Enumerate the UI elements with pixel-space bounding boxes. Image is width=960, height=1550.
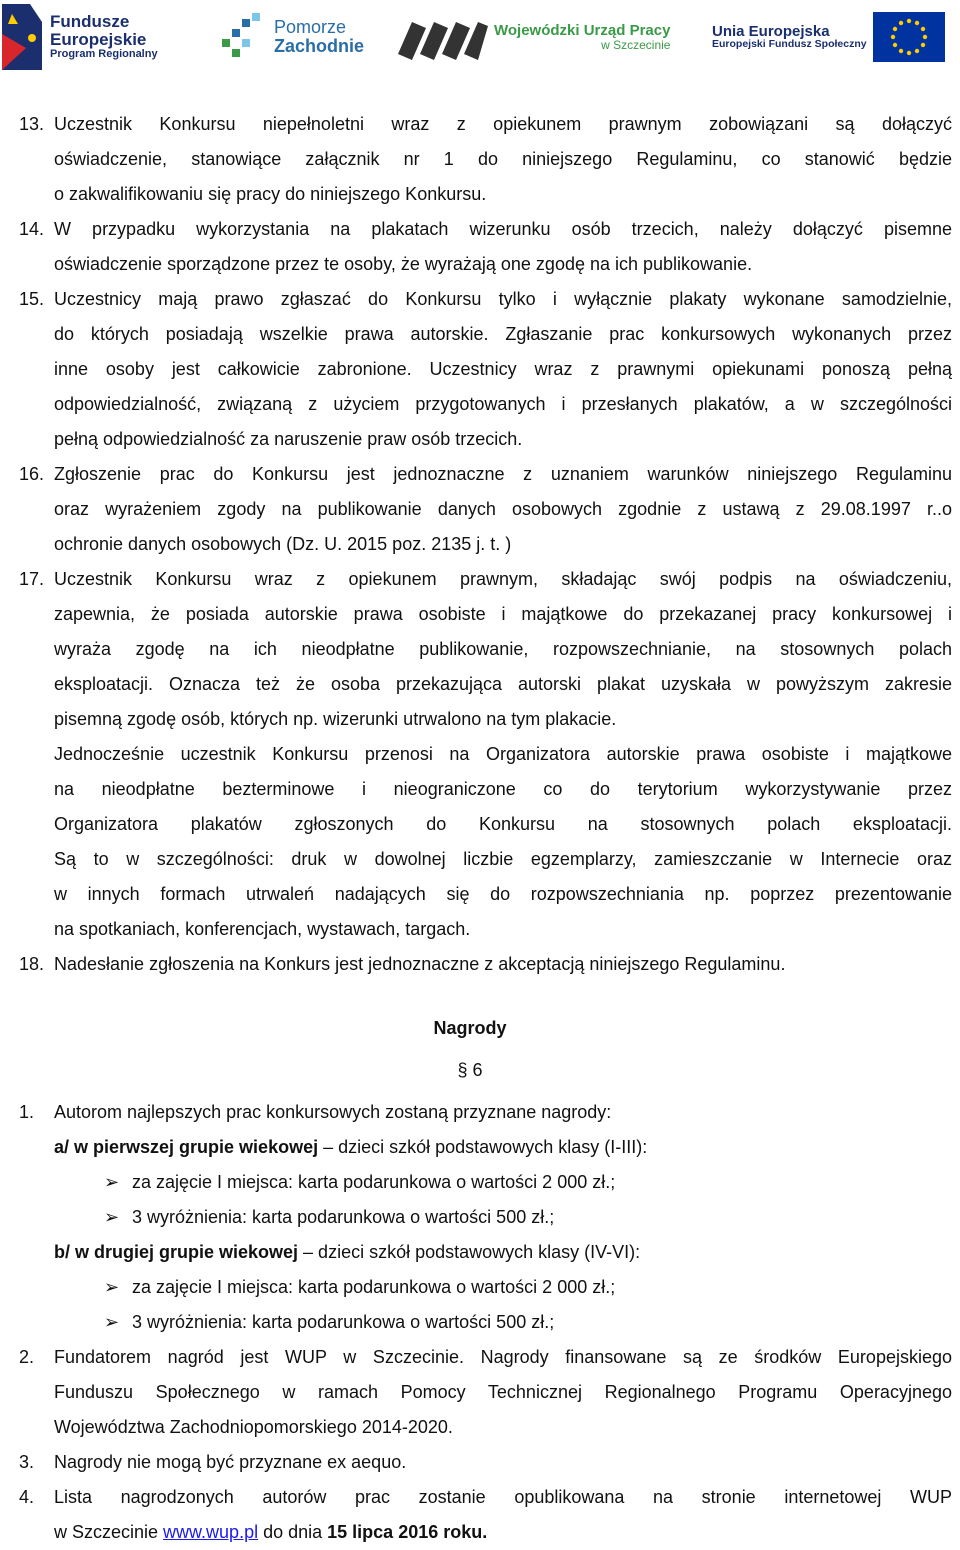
prize-item-3 bbox=[0, 1445, 960, 1480]
group-b-label: b/ w drugiej grupie wiekowej bbox=[54, 1242, 299, 1262]
paragraph-13-line1 bbox=[0, 107, 960, 142]
paragraph-17-line11 bbox=[0, 912, 960, 947]
paragraph-text: Nagrody nie mogą być przyznane ex aequo. bbox=[54, 1452, 407, 1472]
item-number: 13. bbox=[19, 114, 45, 134]
paragraph-13-line2 bbox=[0, 142, 960, 177]
paragraph-17-line6 bbox=[0, 737, 960, 772]
item-number: 15. bbox=[19, 289, 45, 309]
paragraph-text: ochronie danych osobowych (Dz. U. 2015 poz. 2135 j. t. ) bbox=[54, 534, 512, 554]
wup-line1: Wojewódzki Urząd Pracy bbox=[494, 21, 671, 39]
paragraph-text: Autorom najlepszych prac konkursowych zostaną przyznane nagrody: bbox=[54, 1102, 612, 1122]
paragraph-text: eksploatacji. Oznacza też że osoba przekazująca autorski plakat uzyskała w powyższym zakresie bbox=[54, 674, 952, 694]
paragraph-text: Zgłoszenie prac do Konkursu jest jednoznaczne z uznaniem warunków niniejszego Regulaminu bbox=[54, 464, 952, 484]
group-b-bullet-2 bbox=[0, 1305, 960, 1340]
group-a-description: – dzieci szkół podstawowych klasy (I-III): bbox=[318, 1137, 648, 1157]
fe-line3: Program Regionalny bbox=[50, 48, 158, 61]
header-logos bbox=[0, 0, 960, 78]
group-b-description: – dzieci szkół podstawowych klasy (IV-VI): bbox=[298, 1242, 641, 1262]
item-number: 4. bbox=[19, 1487, 35, 1507]
paragraph-15-line5 bbox=[0, 422, 960, 457]
unia-europejska-logo bbox=[712, 2, 945, 72]
paragraph-16-line3 bbox=[0, 527, 960, 562]
paragraph-text: Uczestnicy mają prawo zgłaszać do Konkursu tylko i wyłącznie plakaty wykonane samodzielnie, bbox=[54, 289, 952, 309]
pomorze-zachodnie-logo bbox=[218, 2, 364, 72]
paragraph-sign: § 6 bbox=[457, 1060, 483, 1080]
paragraph-text: Jednocześnie uczestnik Konkursu przenosi na Organizatora autorskie prawa osobiste i majątkowe bbox=[54, 744, 952, 764]
text-segment: do dnia bbox=[258, 1522, 328, 1542]
paragraph-text: odpowiedzialność, związaną z użyciem przygotowanych i przesłanych plakatów, a w szczególności bbox=[54, 394, 952, 414]
paragraph-text: Nadesłanie zgłoszenia na Konkurs jest jednoznaczne z akceptacją niniejszego Regulaminu. bbox=[54, 954, 786, 974]
arrow-bullet-icon: ➢ bbox=[104, 1312, 120, 1332]
paragraph-16-line2 bbox=[0, 492, 960, 527]
paragraph-18-line1 bbox=[0, 947, 960, 982]
paragraph-text: pisemną zgodę osób, których np. wizerunki utrwalono na tym plakacie. bbox=[54, 709, 617, 729]
group-b-bullet-1 bbox=[0, 1270, 960, 1305]
paragraph-text: o zakwalifikowaniu się pracy do niniejszego Konkursu. bbox=[54, 184, 487, 204]
paragraph-17-line10 bbox=[0, 877, 960, 912]
paragraph-text: wyraża zgodę na ich nieodpłatne publikowanie, rozpowszechnianie, na stosownych polach bbox=[54, 639, 952, 659]
paragraph-16-line1 bbox=[0, 457, 960, 492]
pomorze-line2: Zachodnie bbox=[274, 36, 365, 56]
paragraph-17-line4 bbox=[0, 667, 960, 702]
ue-line2: Europejski Fundusz Społeczny bbox=[712, 38, 867, 51]
prize-item-1 bbox=[0, 1095, 960, 1130]
deadline-date: 15 lipca 2016 roku. bbox=[327, 1522, 488, 1542]
arrow-bullet-icon: ➢ bbox=[104, 1277, 120, 1297]
bullet-text: 3 wyróżnienia: karta podarunkowa o wartości 500 zł.; bbox=[132, 1207, 555, 1227]
prize-item-2-line2 bbox=[0, 1375, 960, 1410]
item-number: 3. bbox=[19, 1452, 35, 1472]
paragraph-text: Uczestnik Konkursu niepełnoletni wraz z opiekunem prawnym zobowiązani są dołączyć bbox=[54, 114, 952, 134]
paragraph-15-line1 bbox=[0, 282, 960, 317]
section-heading-line bbox=[0, 1011, 960, 1046]
paragraph-17-line2 bbox=[0, 597, 960, 632]
eu-flag-icon bbox=[873, 12, 945, 62]
paragraph-text: Lista nagrodzonych autorów prac zostanie opublikowana na stronie internetowej WUP bbox=[54, 1487, 952, 1507]
paragraph-17-line8 bbox=[0, 807, 960, 842]
paragraph-text: do których posiadają wszelkie prawa autorskie. Zgłaszanie prac konkursowych wykonanych przez bbox=[54, 324, 952, 344]
section-number-line bbox=[0, 1053, 960, 1088]
paragraph-text: na spotkaniach, konferencjach, wystawach, targach. bbox=[54, 919, 471, 939]
ue-line1: Unia Europejska bbox=[712, 22, 830, 40]
paragraph-text: oświadczenie sporządzone przez te osoby, że wyrażają one zgodę na ich publikowanie. bbox=[54, 254, 753, 274]
paragraph-text: Fundatorem nagród jest WUP w Szczecinie. Nagrody finansowane są ze środków Europejskiego bbox=[54, 1347, 952, 1367]
pomorze-emblem-icon bbox=[218, 9, 268, 65]
fe-emblem-icon bbox=[2, 4, 44, 70]
paragraph-17-line9 bbox=[0, 842, 960, 877]
bullet-text: za zajęcie I miejsca: karta podarunkowa o wartości 2 000 zł.; bbox=[132, 1277, 616, 1297]
paragraph-17-line3 bbox=[0, 632, 960, 667]
group-b-heading bbox=[0, 1235, 960, 1270]
paragraph-14-line1 bbox=[0, 212, 960, 247]
prize-item-4-line1 bbox=[0, 1480, 960, 1515]
group-a-bullet-2 bbox=[0, 1200, 960, 1235]
section-title: Nagrody bbox=[433, 1018, 507, 1038]
paragraph-text: Województwa Zachodniopomorskiego 2014-2020. bbox=[54, 1417, 453, 1437]
pomorze-line1: Pomorze bbox=[274, 17, 347, 38]
group-a-bullet-1 bbox=[0, 1165, 960, 1200]
paragraph-17-line5 bbox=[0, 702, 960, 737]
item-number: 16. bbox=[19, 464, 45, 484]
paragraph-text: inne osoby jest całkowicie zabronione. Uczestnicy wraz z prawnymi opiekunami ponoszą pełną bbox=[54, 359, 952, 379]
paragraph-text: oraz wyrażeniem zgody na publikowanie danych osobowych zgodnie z ustawą z 29.08.1997 r..o bbox=[54, 499, 952, 519]
paragraph-15-line2 bbox=[0, 317, 960, 352]
paragraph-text: oświadczenie, stanowiące załącznik nr 1 do niniejszego Regulaminu, co stanowić będzie bbox=[54, 149, 952, 169]
paragraph-15-line3 bbox=[0, 352, 960, 387]
wup-emblem-icon bbox=[396, 14, 488, 60]
item-number: 17. bbox=[19, 569, 45, 589]
wup-website-link[interactable]: www.wup.pl bbox=[163, 1522, 259, 1542]
paragraph-text: Organizatora plakatów zgłoszonych do Konkursu na stosownych polach eksploatacji. bbox=[54, 814, 952, 834]
wup-line2: w Szczecinie bbox=[601, 37, 671, 52]
arrow-bullet-icon: ➢ bbox=[104, 1172, 120, 1192]
paragraph-text: pełną odpowiedzialność za naruszenie praw osób trzecich. bbox=[54, 429, 523, 449]
item-number: 18. bbox=[19, 954, 45, 974]
paragraph-17-line1 bbox=[0, 562, 960, 597]
paragraph-text: Uczestnik Konkursu wraz z opiekunem prawnym, składając swój podpis na oświadczeniu, bbox=[54, 569, 952, 589]
prize-item-2-line3 bbox=[0, 1410, 960, 1445]
paragraph-text: Funduszu Społecznego w ramach Pomocy Technicznej Regionalnego Programu Operacyjnego bbox=[54, 1382, 952, 1402]
paragraph-15-line4 bbox=[0, 387, 960, 422]
text-segment: w Szczecinie bbox=[54, 1522, 164, 1542]
bullet-text: 3 wyróżnienia: karta podarunkowa o wartości 500 zł.; bbox=[132, 1312, 555, 1332]
paragraph-text: Są to w szczególności: druk w dowolnej liczbie egzemplarzy, zamieszczanie w Internecie oraz bbox=[54, 849, 952, 869]
paragraph-text: na nieodpłatne bezterminowe i nieograniczone co do terytorium wykorzystywanie przez bbox=[54, 779, 952, 799]
paragraph-17-line7 bbox=[0, 772, 960, 807]
fundusze-europejskie-logo bbox=[2, 2, 158, 72]
paragraph-text: W przypadku wykorzystania na plakatach wizerunku osób trzecich, należy dołączyć pisemne bbox=[54, 219, 952, 239]
wup-logo bbox=[396, 2, 670, 72]
paragraph-13-line3 bbox=[0, 177, 960, 212]
paragraph-14-line2 bbox=[0, 247, 960, 282]
group-a-label: a/ w pierwszej grupie wiekowej bbox=[54, 1137, 319, 1157]
paragraph-text: w innych formach utrwaleń nadających się do rozpowszechniania np. poprzez prezentowanie bbox=[54, 884, 952, 904]
prize-item-2-line1 bbox=[0, 1340, 960, 1375]
group-a-heading bbox=[0, 1130, 960, 1165]
bullet-text: za zajęcie I miejsca: karta podarunkowa o wartości 2 000 zł.; bbox=[132, 1172, 616, 1192]
fe-line1: Fundusze bbox=[50, 12, 130, 32]
item-number: 1. bbox=[19, 1102, 35, 1122]
fe-line2: Europejskie bbox=[50, 30, 147, 50]
item-number: 2. bbox=[19, 1347, 35, 1367]
paragraph-text: zapewnia, że posiada autorskie prawa osobiste i majątkowe do przekazanej pracy konkursowej i bbox=[54, 604, 952, 624]
arrow-bullet-icon: ➢ bbox=[104, 1207, 120, 1227]
item-number: 14. bbox=[19, 219, 45, 239]
